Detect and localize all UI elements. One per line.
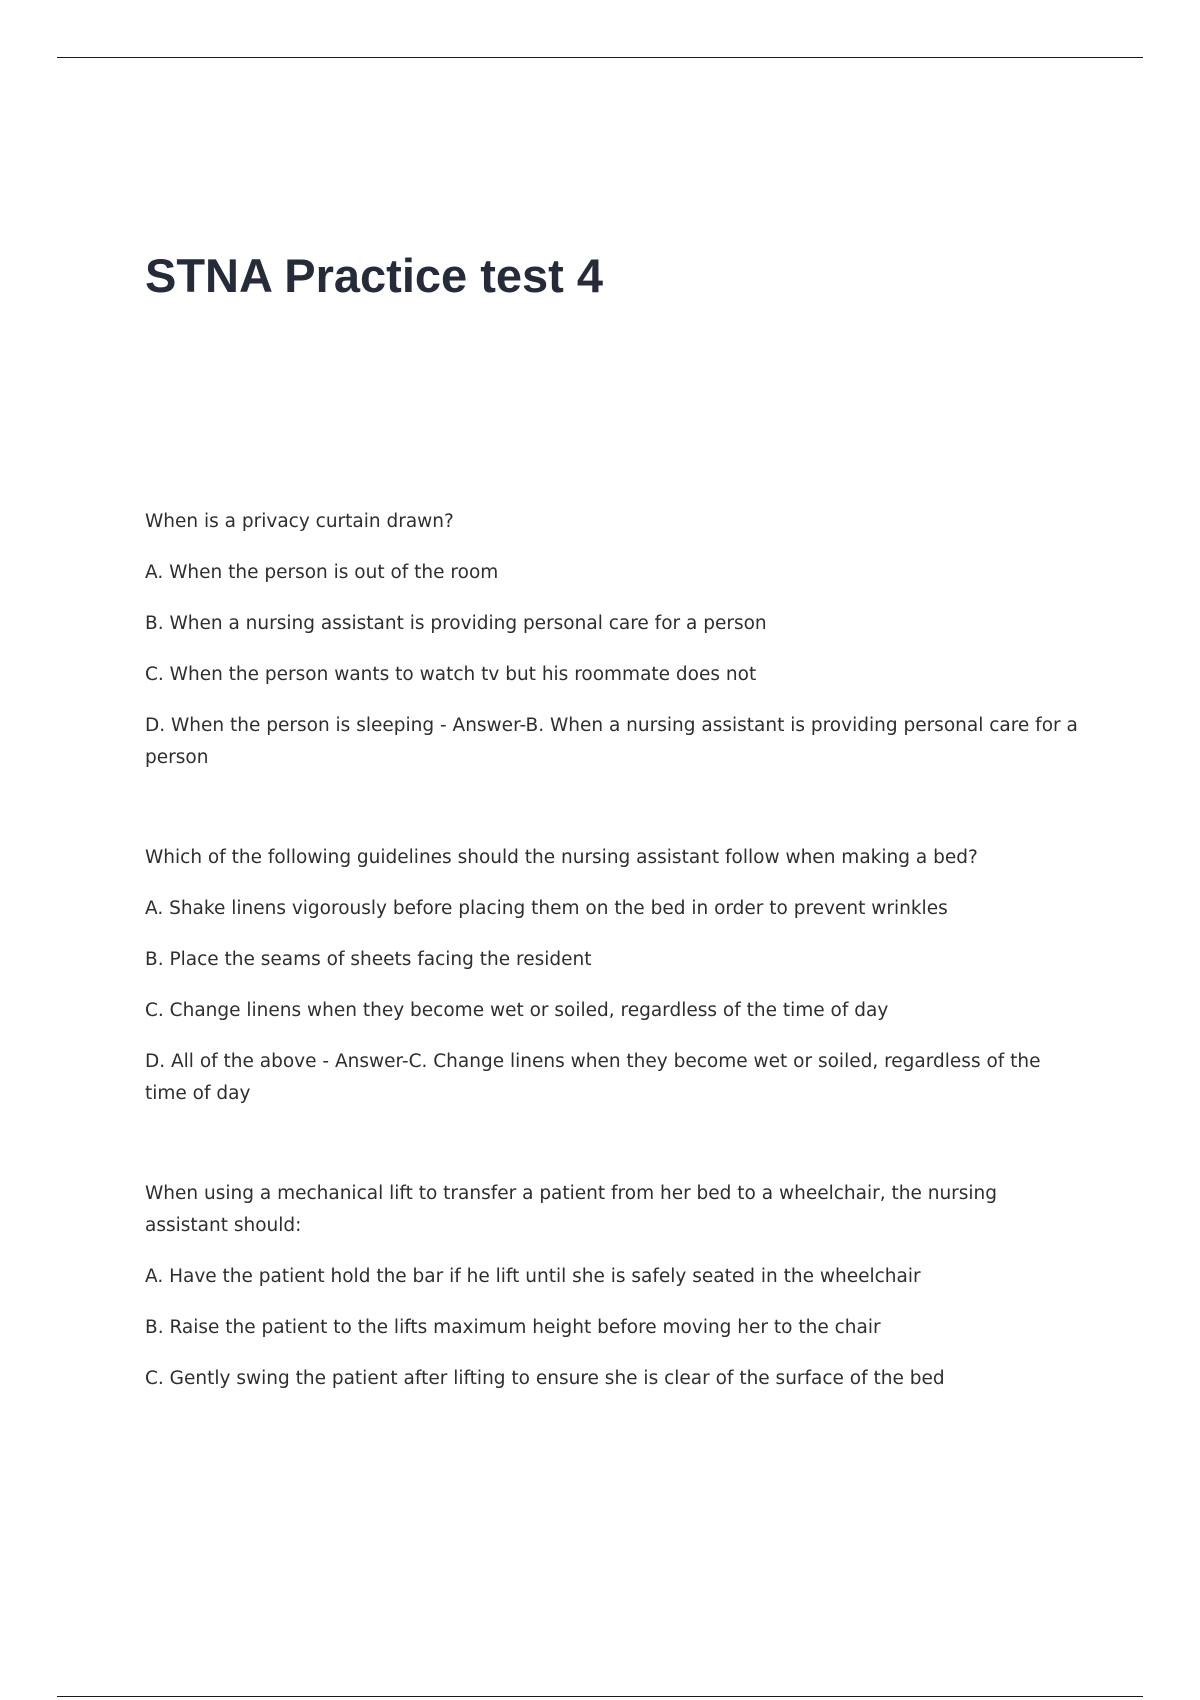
question-text: Which of the following guidelines should the nursing assistant follow when making a bed? <box>145 847 978 868</box>
question-block-1 <box>145 506 1085 774</box>
question-list <box>145 506 1085 1463</box>
answer-option: B. When a nursing assistant is providing personal care for a person <box>145 613 767 634</box>
question-text: When using a mechanical lift to transfer a patient from her bed to a wheelchair, the nursing assistant should: <box>145 1183 998 1236</box>
top-divider <box>57 57 1143 58</box>
answer-option: A. Have the patient hold the bar if he lift until she is safely seated in the wheelchair <box>145 1266 921 1287</box>
answer-option-with-key: D. When the person is sleeping - Answer-B. When a nursing assistant is providing personal care for a person <box>145 715 1078 768</box>
answer-option: A. When the person is out of the room <box>145 562 499 583</box>
answer-option: B. Place the seams of sheets facing the resident <box>145 949 592 970</box>
question-block-2 <box>145 842 1085 1110</box>
answer-option: C. Gently swing the patient after lifting to ensure she is clear of the surface of the bed <box>145 1368 945 1389</box>
answer-option: C. When the person wants to watch tv but his roommate does not <box>145 664 757 685</box>
answer-option: A. Shake linens vigorously before placing them on the bed in order to prevent wrinkles <box>145 898 948 919</box>
answer-option: B. Raise the patient to the lifts maximum height before moving her to the chair <box>145 1317 881 1338</box>
page-title: STNA Practice test 4 <box>145 249 603 302</box>
question-text: When is a privacy curtain drawn? <box>145 511 454 532</box>
question-block-3 <box>145 1178 1085 1395</box>
answer-option-with-key: D. All of the above - Answer-C. Change linens when they become wet or soiled, regardless of the time of day <box>145 1051 1041 1104</box>
answer-option: C. Change linens when they become wet or soiled, regardless of the time of day <box>145 1000 889 1021</box>
bottom-divider <box>57 1696 1143 1697</box>
